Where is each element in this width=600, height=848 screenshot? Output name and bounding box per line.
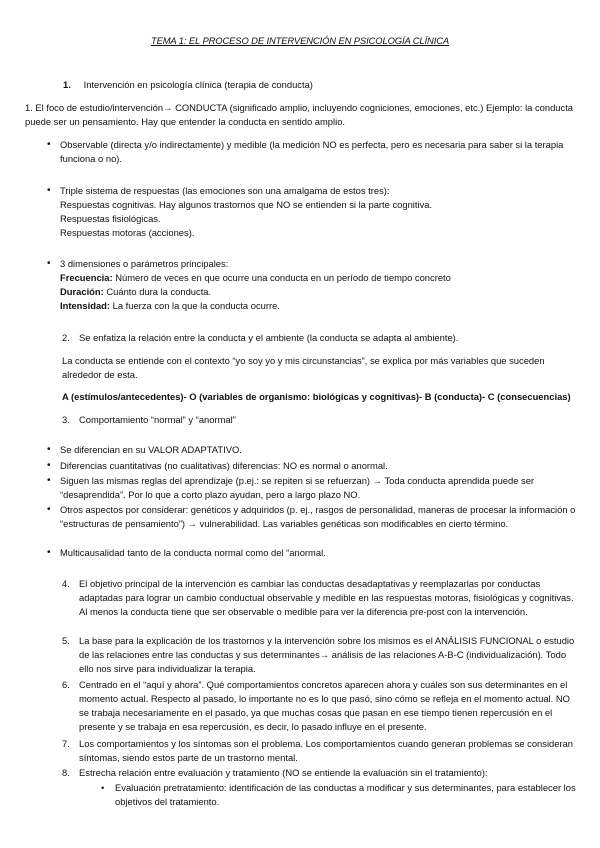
document-title: TEMA 1: EL PROCESO DE INTERVENCIÓN EN PSICOLOGÍA CLÍNICA (150, 35, 450, 46)
numbered-item: 3. Comportamiento “normal” y “anormal” (62, 414, 236, 425)
bullet-icon: • (47, 475, 51, 486)
bullet-icon: • (101, 782, 105, 793)
list-item: • Siguen las mismas reglas del aprendizaje (p.ej.: se repiten si se refuerzan) → Toda conducta aprendida puede ser “desaprendida”. Por lo que a corto plazo ayudan, pero a largo plazo NO. (47, 475, 535, 500)
bullet-icon: • (47, 460, 51, 471)
abc-model: A (estímulos/antecedentes)- O (variables de organismo: biológicas y cognitivas)- B (conducta)- C (consecuencias) (62, 391, 571, 402)
paragraph-focus: 1. El foco de estudio/intervención→ CONDUCTA (significado amplio, incluyendo cogniciones, emociones, etc.) Ejemplo: la conducta puede ser un pensamiento. Hay que entender la conducta en sentido amplio. (25, 102, 574, 127)
list-item: • Multicausalidad tanto de la conducta normal como del “anormal. (60, 546, 582, 560)
bullet-icon: • (47, 139, 51, 150)
bullet-icon: • (47, 444, 51, 455)
list-item: • Observable (directa y/o indirectamente) y medible (la medición NO es perfecta, pero es necesaria para saber si la terapia funciona o no). (47, 139, 564, 164)
list-item: • Diferencias cuantitativas (no cualitativas) diferencias: NO es normal o anormal. (60, 459, 582, 473)
numbered-item: 6. Centrado en el “aquí y ahora”. Qué comportamientos concretos aparecen ahora y cuáles son sus determinantes en el momento actual. Respecto al pasado, lo importante no es lo que pasó, sino cómo se refleja en el momento actual. NO se trabaja necesariamente en el pasado, ya que muchas cosas que pasan en ese tiempo tienen repercusión en el presente y se trabaja en esa repercusión, es decir, lo pasado influye en el presente. (62, 679, 570, 732)
list-item: • Triple sistema de respuestas (las emociones son una amalgama de estos tres): Respuestas cognitivas. Hay algunos trastornos que NO se entienden si la parte cognitiva. Respuestas fisiológicas. Respuestas motoras (acciones). (47, 185, 433, 238)
numbered-item: 4. El objetivo principal de la intervención es cambiar las conductas desadaptativas y reemplazarlas por conductas adaptadas para lograr un cambio conductual observable y medible en las respuestas motoras, fisiológicas y cognitivas. Al menos la conducta tiene que ser observable o medible para ver la diferencia pre-post con la intervención. (62, 578, 574, 617)
numbered-item: 7. Los comportamientos y los síntomas son el problema. Los comportamientos cuando generan problemas se consideran síntomas, siendo estos parte de un trastorno mental. (62, 738, 574, 763)
bullet-icon: • (47, 258, 51, 269)
list-item: • 3 dimensiones o parámetros principales: Frecuencia: Número de veces en que ocurre una conducta en un período de tiempo concreto Duración: Cuánto dura la conducta. Intensidad: La fuerza con la que la conducta ocurre. (47, 258, 451, 311)
paragraph-context: La conducta se entiende con el contexto “yo soy yo y mis circunstancias”, se explica por más variables que suceden alrededor de esta. (62, 355, 545, 380)
section-heading-text: Intervención en psicología clínica (terapia de conducta) (83, 79, 313, 90)
bullet-icon: • (47, 185, 51, 196)
section-heading: 1. Intervención en psicología clínica (terapia de conducta) (63, 79, 313, 90)
bullet-icon: • (47, 547, 51, 558)
sub-list-item: • Evaluación pretratamiento: identificación de las conductas a modificar y sus determinantes, para establecer los objetivos del tratamiento. (101, 782, 576, 807)
numbered-item: 2. Se enfatiza la relación entre la conducta y el ambiente (la conducta se adapta al ambiente). (62, 332, 459, 343)
list-item: • Otros aspectos por considerar: genéticos y adquiridos (p. ej., rasgos de personalidad, maneras de procesar la información o “estructuras de pensamiento”) → vulnerabilidad. Las variables genéticas son modificables en cierto término. (47, 504, 576, 529)
bullet-icon: • (47, 504, 51, 515)
numbered-item: 8. Estrecha relación entre evaluación y tratamiento (NO se entiende la evaluación sin el tratamiento): (62, 767, 488, 778)
numbered-item: 5. La base para la explicación de los trastornos y la intervención sobre los mismos es el ANÁLISIS FUNCIONAL o estudio de las relaciones entre las conductas y sus determinantes→ análisis de las relaciones A-B-C (individualización). Todo ello nos sirve para individualizar la terapia. (62, 635, 575, 674)
list-item: • Se diferencian en su VALOR ADAPTATIVO. (60, 443, 582, 457)
